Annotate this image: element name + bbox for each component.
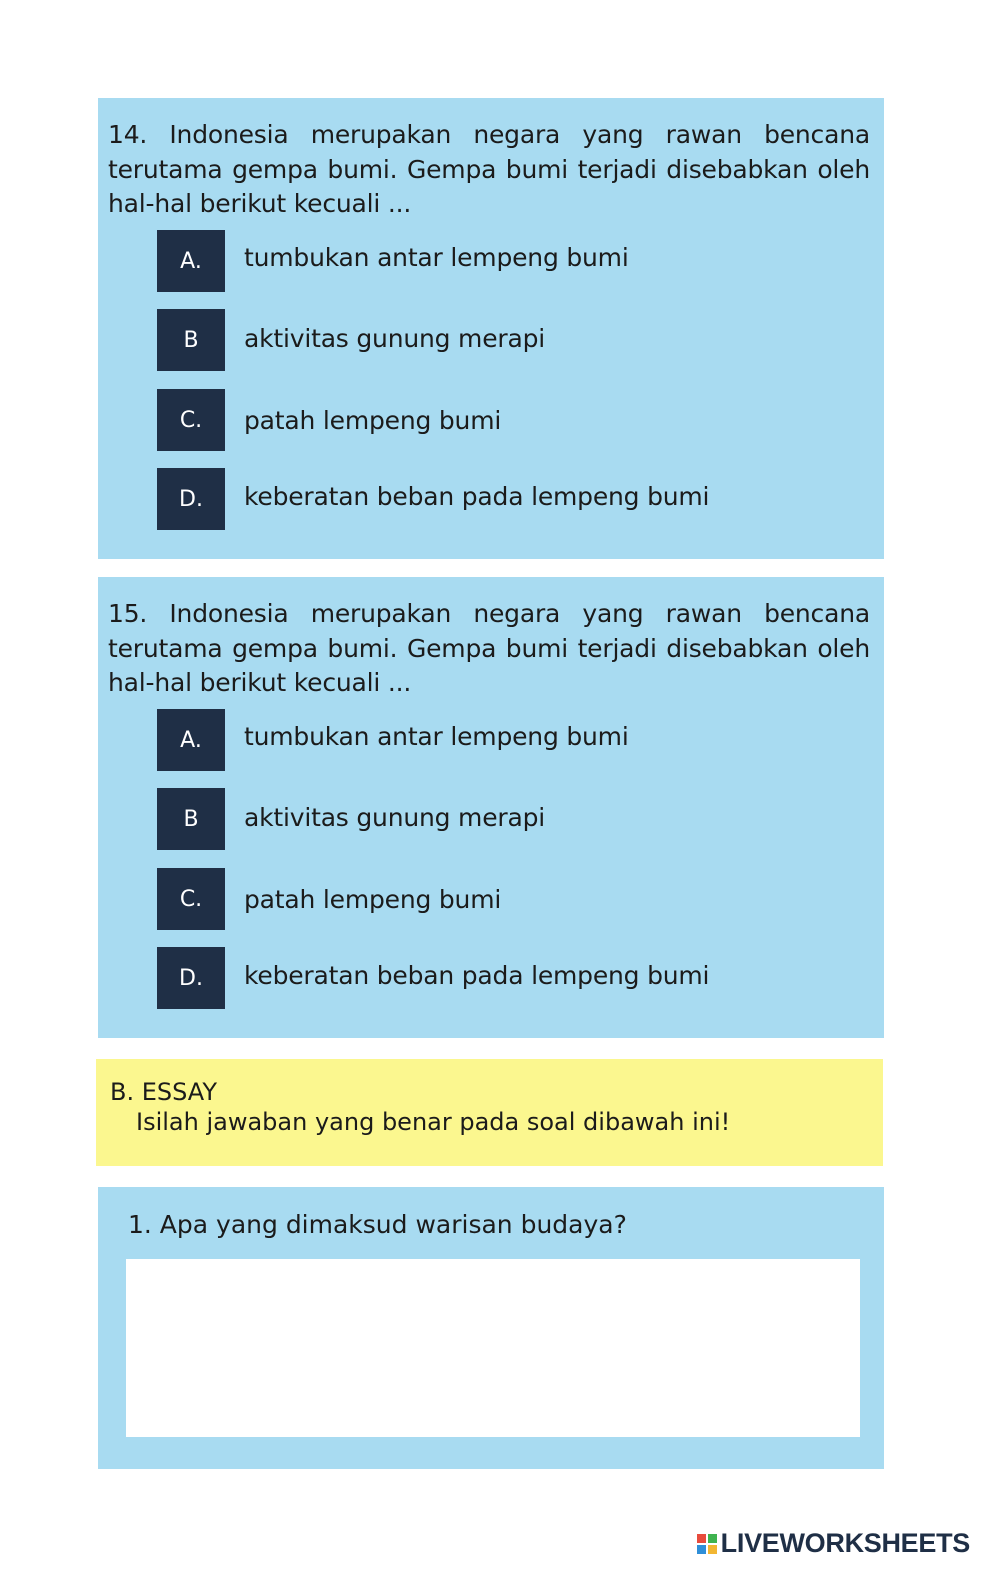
essay-answer-input[interactable]: [126, 1259, 860, 1437]
option-a-button[interactable]: A.: [157, 230, 225, 292]
question-text: 15. Indonesia merupakan negara yang rawan bencana terutama gempa bumi. Gempa bumi terjadi disebabkan oleh hal-hal berikut kecuali ...: [108, 599, 870, 697]
question-card-15: [98, 577, 884, 1038]
option-a-text: tumbukan antar lempeng bumi: [244, 243, 629, 272]
essay-instruction: Isilah jawaban yang benar pada soal dibawah ini!: [136, 1108, 731, 1136]
option-b-button[interactable]: B: [157, 309, 225, 371]
option-c-text: patah lempeng bumi: [244, 406, 502, 435]
option-c-button[interactable]: C.: [157, 868, 225, 930]
option-d-button[interactable]: D.: [157, 468, 225, 530]
option-a-button[interactable]: A.: [157, 709, 225, 771]
essay-question-card: [98, 1187, 884, 1469]
question-card-14: [98, 98, 884, 559]
essay-question-text: 1. Apa yang dimaksud warisan budaya?: [128, 1210, 627, 1239]
option-b-text: aktivitas gunung merapi: [244, 324, 545, 353]
option-d-text: keberatan beban pada lempeng bumi: [244, 961, 710, 990]
option-c-text: patah lempeng bumi: [244, 885, 502, 914]
essay-title: B. ESSAY: [110, 1078, 218, 1106]
question-text: 14. Indonesia merupakan negara yang rawan bencana terutama gempa bumi. Gempa bumi terjadi disebabkan oleh hal-hal berikut kecuali ...: [108, 120, 870, 218]
option-d-button[interactable]: D.: [157, 947, 225, 1009]
option-b-button[interactable]: B: [157, 788, 225, 850]
brand-name: LIVEWORKSHEETS: [720, 1528, 970, 1558]
option-a-text: tumbukan antar lempeng bumi: [244, 722, 629, 751]
option-c-button[interactable]: C.: [157, 389, 225, 451]
brand-logo: [697, 1528, 970, 1559]
liveworksheets-icon: [697, 1534, 717, 1554]
essay-section-header: [96, 1059, 883, 1166]
option-b-text: aktivitas gunung merapi: [244, 803, 545, 832]
option-d-text: keberatan beban pada lempeng bumi: [244, 482, 710, 511]
